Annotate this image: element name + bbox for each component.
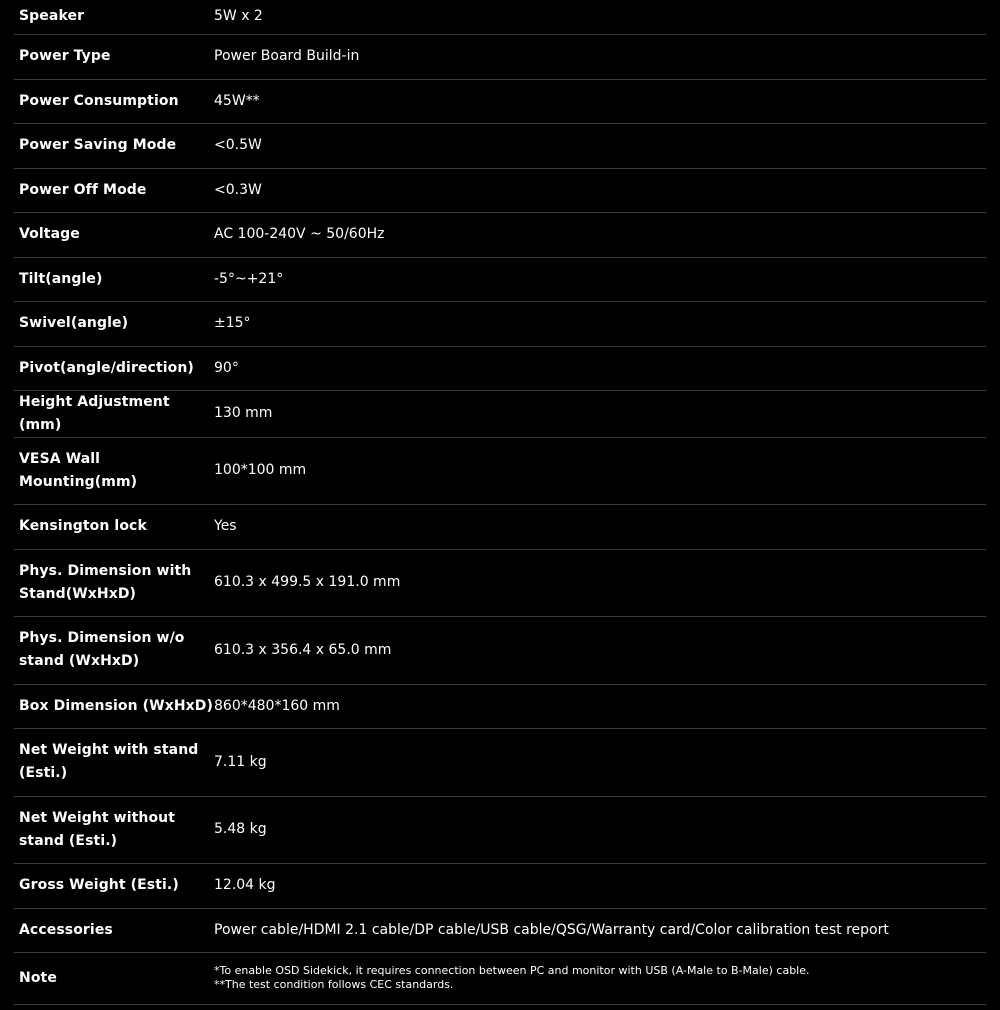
spec-value: 5.48 kg	[214, 821, 267, 837]
spec-value: -5°~+21°	[214, 270, 284, 287]
spec-value: 610.3 x 499.5 x 191.0 mm	[214, 574, 401, 590]
spec-label: Net Weight without stand (Esti.)	[19, 809, 176, 849]
spec-row-tilt	[14, 257, 986, 301]
spec-row-power-type	[14, 34, 986, 79]
spec-label: Phys. Dimension with Stand(WxHxD)	[19, 562, 192, 602]
spec-row-accessories	[14, 908, 986, 952]
spec-row-dimension-with-stand	[14, 549, 986, 616]
spec-label: Phys. Dimension w/o stand (WxHxD)	[19, 630, 185, 669]
spec-label: Gross Weight (Esti.)	[19, 877, 179, 893]
spec-label: Height Adjustment (mm)	[19, 393, 170, 433]
spec-value: 130 mm	[214, 405, 273, 421]
spec-row-pivot	[14, 346, 986, 390]
spec-row-kensington	[14, 504, 986, 549]
spec-row-power-saving-mode	[14, 123, 986, 168]
spec-label: Tilt(angle)	[19, 270, 103, 287]
spec-label: Power Type	[19, 48, 111, 64]
spec-row-vesa	[14, 437, 986, 504]
spec-label: VESA Wall Mounting(mm)	[19, 450, 138, 490]
spec-value: 7.11 kg	[214, 753, 267, 770]
spec-label: Accessories	[19, 921, 113, 938]
spec-row-gross-weight	[14, 863, 986, 908]
spec-label: Power Consumption	[19, 92, 179, 109]
note-line-1: *To enable OSD Sidekick, it requires connection between PC and monitor with USB (A-Male to B-Male) cable.	[214, 964, 810, 977]
note-label: Note	[19, 969, 57, 986]
spec-value: Power Board Build-in	[214, 48, 360, 64]
spec-label: Pivot(angle/direction)	[19, 359, 194, 376]
spec-value: <0.3W	[214, 181, 262, 198]
spec-table	[14, 0, 986, 1005]
spec-row-dimension-without-stand	[14, 616, 986, 684]
spec-value: Yes	[214, 518, 237, 534]
spec-label: Power Off Mode	[19, 181, 147, 198]
spec-value: 860*480*160 mm	[214, 697, 340, 714]
spec-value: ±15°	[214, 315, 251, 331]
spec-row-speaker	[14, 0, 986, 34]
spec-row-power-off-mode	[14, 168, 986, 212]
spec-value: 610.3 x 356.4 x 65.0 mm	[214, 641, 392, 658]
spec-label: Kensington lock	[19, 518, 147, 534]
spec-label: Voltage	[19, 226, 80, 242]
spec-label: Swivel(angle)	[19, 315, 129, 331]
note-line-2: **The test condition follows CEC standards.	[214, 978, 454, 991]
spec-row-net-weight-with-stand	[14, 728, 986, 796]
spec-label: Power Saving Mode	[19, 137, 177, 153]
spec-value: 100*100 mm	[214, 462, 307, 478]
spec-value: AC 100-240V ~ 50/60Hz	[214, 226, 385, 242]
spec-row-voltage	[14, 212, 986, 257]
spec-label: Net Weight with stand (Esti.)	[19, 742, 199, 781]
spec-value: 90°	[214, 359, 239, 376]
spec-row-note	[14, 952, 986, 1004]
spec-value: 12.04 kg	[214, 877, 276, 893]
spec-row-net-weight-without-stand	[14, 796, 986, 863]
spec-value: Power cable/HDMI 2.1 cable/DP cable/USB cable/QSG/Warranty card/Color calibration test report	[214, 921, 889, 938]
note-text	[214, 952, 986, 1004]
spec-row-swivel	[14, 301, 986, 346]
spec-value: 45W**	[214, 92, 260, 109]
spec-label: Speaker	[19, 8, 85, 25]
spec-row-box-dimension	[14, 684, 986, 728]
spec-value: 5W x 2	[214, 8, 263, 25]
spec-label: Box Dimension (WxHxD)	[19, 697, 213, 714]
spec-row-height-adjustment	[14, 390, 986, 437]
spec-row-power-consumption	[14, 79, 986, 123]
spec-value: <0.5W	[214, 137, 262, 153]
